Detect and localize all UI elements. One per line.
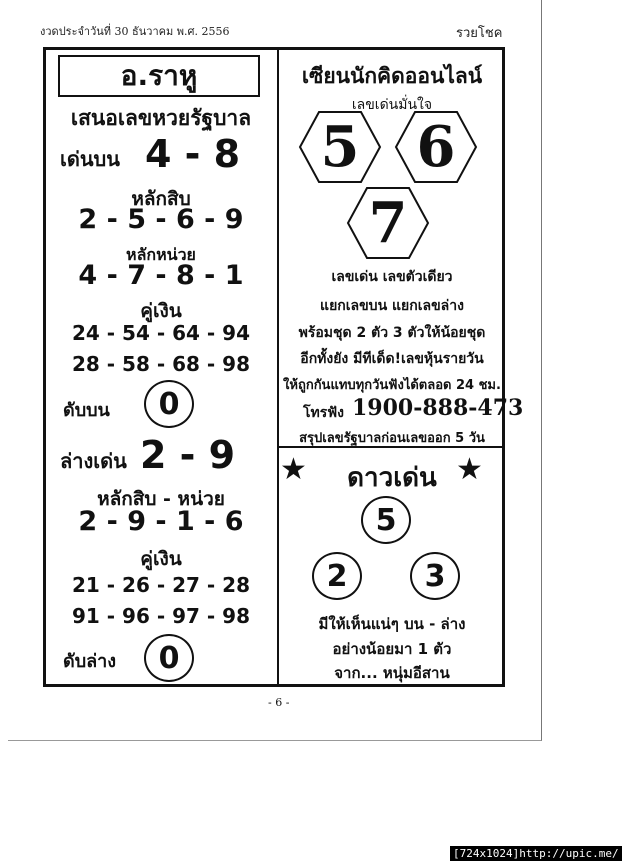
promo-line-5: ให้ถูกกันแทบทุกวันฟังได้ตลอด 24 ชม. — [283, 378, 501, 393]
phone-number[interactable]: 1900-888-473 — [352, 395, 524, 421]
promo-line-3: พร้อมชุด 2 ตัว 3 ตัวให้น้อยชุด — [298, 325, 486, 341]
phone-label: โทรฟัง — [303, 405, 345, 421]
tens-units-value: 2 - 9 - 1 - 6 — [78, 506, 244, 537]
summary-line: สรุปเลขรัฐบาลก่อนเลขออก 5 วัน — [299, 431, 485, 446]
hex-number-1 — [298, 110, 382, 184]
hex-digit: 5 — [320, 114, 360, 180]
star-title: ดาวเด่น — [347, 463, 437, 493]
hex-digit: 7 — [368, 190, 408, 256]
star-number-top: 5 — [361, 496, 411, 544]
star-right-icon: ★ — [456, 452, 483, 487]
bottom-line-3: จาก... หนุ่มอีสาน — [334, 664, 450, 682]
pairs-row-2: 28 - 58 - 68 - 98 — [71, 352, 250, 376]
tens-label: หลักสิบ — [131, 188, 191, 210]
units-label: หลักหน่วย — [126, 245, 196, 264]
pairs2-label: คู่เงิน — [140, 548, 182, 570]
left-subtitle: เสนอเลขหวยรัฐบาล — [70, 106, 252, 130]
section-name: รวยโชค — [456, 26, 503, 41]
pairs-label: คู่เงิน — [140, 300, 182, 322]
page-number: - 6 - — [268, 696, 290, 709]
pairs2-row-1: 21 - 26 - 27 - 28 — [71, 573, 250, 597]
hex-number-2 — [394, 110, 478, 184]
image-host-watermark: [724x1024]http://upic.me/ — [450, 846, 622, 861]
hex-number-3 — [346, 186, 430, 260]
star-number-left: 2 — [312, 552, 362, 600]
issue-date: งวดประจำวันที่ 30 ธันวาคม พ.ศ. 2556 — [40, 25, 230, 38]
hex-digit: 6 — [416, 114, 456, 180]
star-left-icon: ★ — [280, 452, 307, 487]
bottom-line-1: มีให้เห็นแน่ๆ บน - ล่าง — [318, 615, 466, 633]
right-title: เซียนนักคิดออนไลน์ — [301, 64, 483, 88]
promo-line-4: อีกทั้งยัง มีทีเด็ด!เลขหุ้นรายวัน — [300, 351, 484, 367]
top-value: 4 - 8 — [145, 132, 241, 176]
dub-top-label: ดับบน — [63, 400, 110, 421]
bottom-value: 2 - 9 — [140, 433, 236, 477]
bottom-label: ล่างเด่น — [60, 449, 127, 473]
bottom-line-2: อย่างน้อยมา 1 ตัว — [332, 640, 452, 658]
star-number-right: 3 — [410, 552, 460, 600]
dub-bottom-value: 0 — [144, 634, 194, 682]
column-divider — [277, 47, 279, 687]
promo-line-1: เลขเด่น เลขตัวเดียว — [331, 269, 453, 285]
pairs-row-1: 24 - 54 - 64 - 94 — [71, 321, 250, 345]
top-label: เด่นบน — [60, 147, 120, 171]
dub-top-value: 0 — [144, 380, 194, 428]
right-subtitle: เลขเด่นมั่นใจ — [351, 97, 433, 113]
tens-value: 2 - 5 - 6 - 9 — [78, 204, 244, 235]
dub-bottom-label: ดับล่าง — [63, 651, 117, 672]
units-value: 4 - 7 - 8 - 1 — [78, 260, 244, 291]
left-title: อ.ราหู — [58, 55, 260, 97]
pairs2-row-2: 91 - 96 - 97 - 98 — [71, 604, 250, 628]
tens-units-label: หลักสิบ - หน่วย — [97, 488, 225, 510]
promo-line-2: แยกเลขบน แยกเลขล่าง — [320, 298, 464, 314]
